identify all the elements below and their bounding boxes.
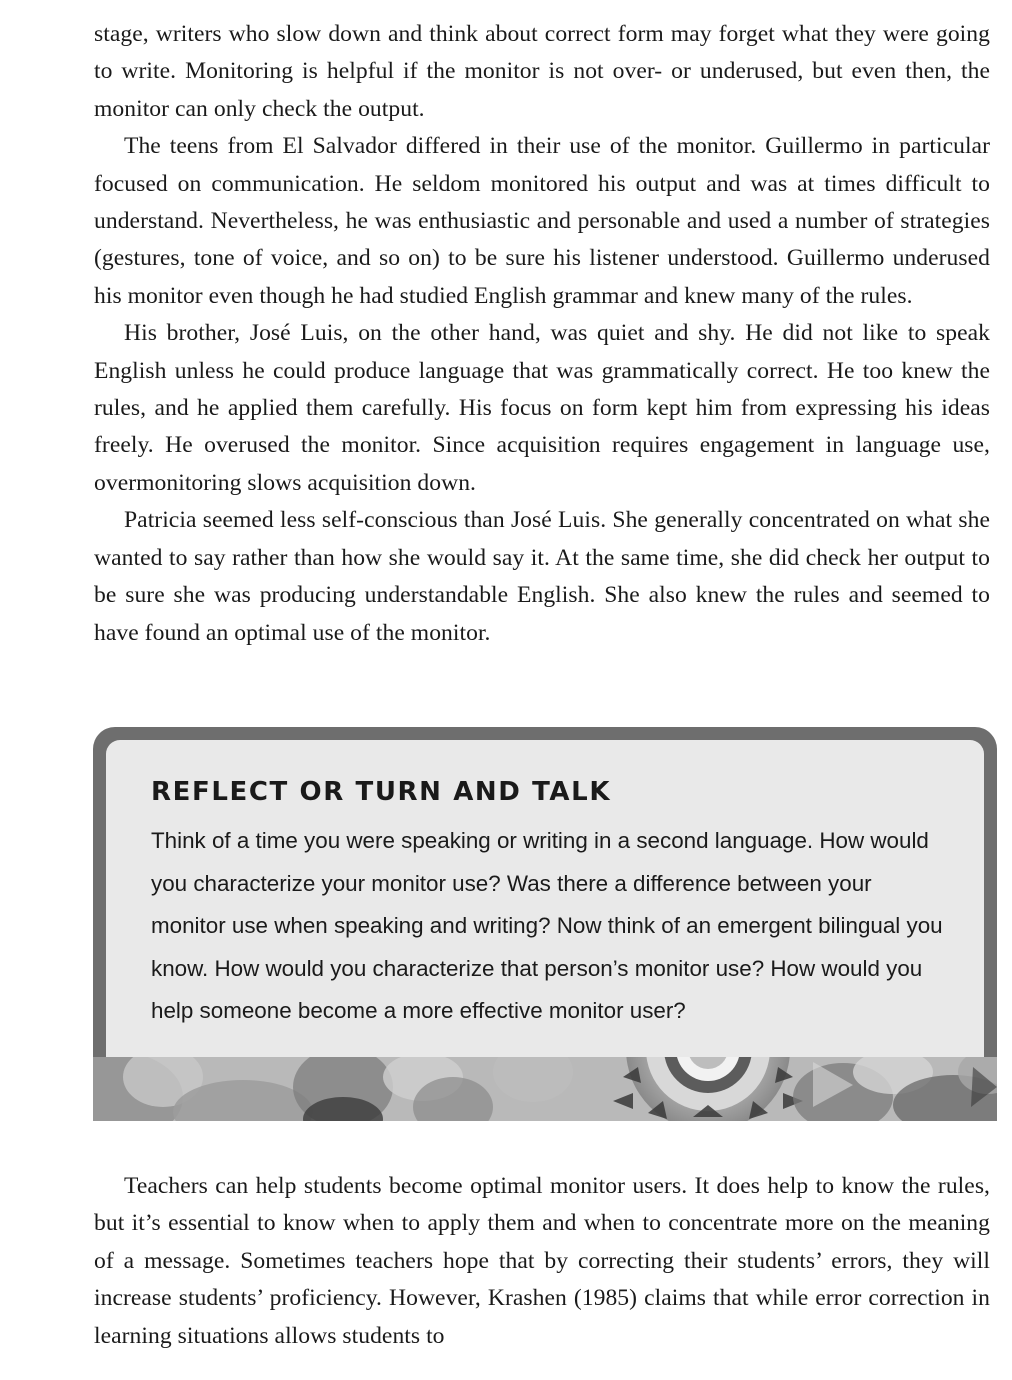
- paragraph-continuation: stage, writers who slow down and think about correct form may forget what they were going to write. Monitoring is helpful if the monitor is not over- or underused, but even then, the monitor can only check the output.: [94, 21, 990, 122]
- body-text-top: [94, 16, 990, 652]
- callout-body: Think of a time you were speaking or writing in a second language. How would you characterize your monitor use? Was there a difference between your monitor use when speaking and writing? Now think of an emergent bilingual you know. How would you characterize that person’s monitor use? How would you help someone become a more effective monitor user?: [151, 828, 943, 1023]
- paragraph-patricia: Patricia seemed less self-conscious than José Luis. She generally concentrated on what she wanted to say rather than how she would say it. At the same time, she did check her output to be sure she was producing understandable English. She also knew the rules and seemed to have found an optimal use of the monitor.: [94, 507, 990, 646]
- mandala-pattern-graphic: [93, 1057, 997, 1121]
- callout-title: REFLECT OR TURN AND TALK: [151, 777, 612, 807]
- paragraph-guillermo: The teens from El Salvador differed in their use of the monitor. Guillermo in particular focused on communication. He seldom monitored his output and was at times difficult to understand. Nevertheless, he was enthusiastic and personable and used a number of strategies (gestures, tone of voice, and so on) to be sure his listener understood. Guillermo underused his monitor even though he had studied English grammar and knew many of the rules.: [94, 133, 990, 309]
- paragraph-jose-luis: His brother, José Luis, on the other hand, was quiet and shy. He did not like to speak English unless he could produce language that was grammatically correct. He too knew the rules, and he applied them carefully. His focus on form kept him from expressing his ideas freely. He overused the monitor. Since acquisition requires engagement in language use, overmonitoring slows acquisition down.: [94, 320, 990, 496]
- body-text-bottom: [94, 1168, 990, 1355]
- paragraph-teachers: Teachers can help students become optimal monitor users. It does help to know the rules, but it’s essential to know when to apply them and when to concentrate more on the meaning of a message. Sometimes teachers hope that by correcting their students’ errors, they will increase students’ proficiency. However, Krashen (1985) claims that while error correction in learning situations allows students to: [94, 1173, 990, 1349]
- decorative-mandala-band: [93, 1057, 997, 1121]
